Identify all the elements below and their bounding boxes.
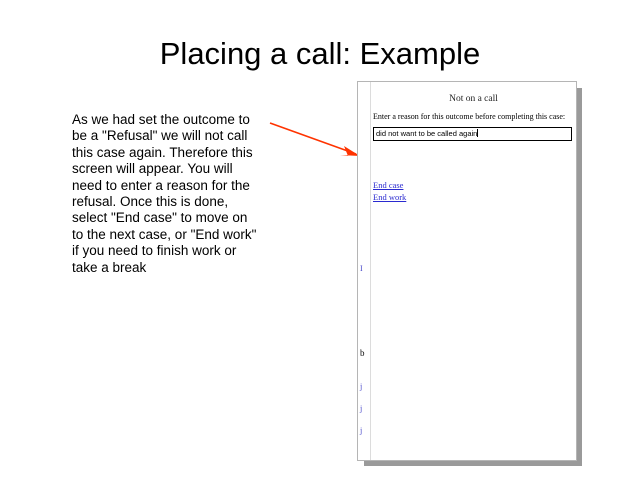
edge-artifact: j	[360, 426, 363, 435]
screenshot-left-frame	[358, 82, 371, 460]
action-links	[371, 179, 576, 203]
text-caret	[477, 129, 478, 137]
reason-instruction: Enter a reason for this outcome before completing this case:	[373, 112, 566, 121]
reason-input-value: did not want to be called again	[376, 129, 478, 138]
end-work-link[interactable]: End work	[373, 192, 407, 202]
edge-artifact: j	[360, 404, 363, 413]
edge-artifact: I	[360, 264, 363, 273]
reason-input[interactable]	[373, 127, 572, 141]
page-title: Placing a call: Example	[159, 36, 481, 71]
edge-artifact: b	[360, 348, 365, 358]
embedded-screenshot	[357, 81, 577, 461]
end-case-link[interactable]: End case	[373, 180, 404, 190]
screenshot-heading: Not on a call	[449, 94, 498, 104]
screenshot-content	[371, 82, 576, 460]
slide-body-text: As we had set the outcome to be a "Refusal" we will not call this case again. Therefore this screen will appear. You will need to enter a reason for the refusal. Once this is done, select "End case" to move on to the next case, or "End work" if you need to finish work or take a break	[72, 112, 261, 275]
pointer-arrow-icon	[268, 120, 368, 160]
edge-artifact: j	[360, 382, 363, 391]
